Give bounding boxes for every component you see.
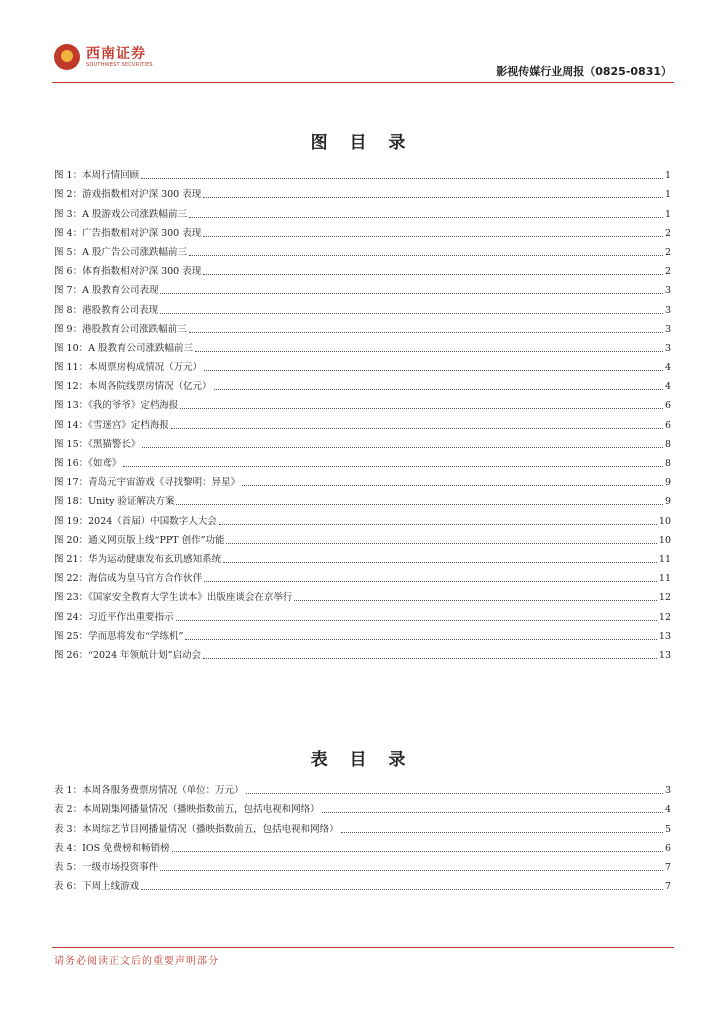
toc-entry-page: 10 xyxy=(658,534,671,546)
page-header xyxy=(0,0,724,90)
toc-entry-label: 图 9：港股教育公司涨跌幅前三 xyxy=(54,323,187,335)
toc-leader-dots xyxy=(203,236,663,237)
toc-leader-dots xyxy=(203,274,663,275)
toc-entry[interactable] xyxy=(54,508,671,527)
toc-entry-page: 1 xyxy=(664,208,671,220)
toc-entry-label: 图 26：“2024 年领航计划”启动会 xyxy=(54,649,202,661)
toc-entry-label: 图 20：通义网页版上线“PPT 创作”功能 xyxy=(54,534,225,546)
toc-entry[interactable] xyxy=(54,566,671,585)
toc-entry-page: 8 xyxy=(664,458,671,469)
toc-entry[interactable] xyxy=(54,297,671,316)
toc-entry-label: 图 7：A 股教育公司表现 xyxy=(54,285,159,297)
toc-entry[interactable] xyxy=(54,393,671,412)
toc-entry[interactable] xyxy=(54,412,671,431)
toc-leader-dots xyxy=(226,543,656,544)
toc-leader-dots xyxy=(294,600,657,601)
toc-entry[interactable] xyxy=(54,836,671,855)
toc-entry-page: 2 xyxy=(664,266,671,278)
toc-entry[interactable] xyxy=(54,816,671,835)
toc-leader-dots xyxy=(214,389,663,390)
toc-entry-label: 图 2：游戏指数相对沪深 300 表现 xyxy=(54,189,202,201)
toc-entry-label: 图 5：A 股广告公司涨跌幅前三 xyxy=(54,246,187,258)
toc-entry[interactable] xyxy=(54,336,671,355)
toc-entry[interactable] xyxy=(54,432,671,451)
toc-entry[interactable] xyxy=(54,259,671,278)
toc-entry[interactable] xyxy=(54,182,671,201)
toc-entry[interactable] xyxy=(54,163,671,182)
toc-entry-page: 1 xyxy=(664,170,671,182)
report-title: 影视传媒行业周报（0825-0831） xyxy=(496,65,672,78)
toc-entry[interactable] xyxy=(54,585,671,604)
toc-leader-dots xyxy=(189,217,663,218)
toc-entry-page: 11 xyxy=(658,573,671,585)
toc-entry-page: 3 xyxy=(664,323,671,335)
toc-leader-dots xyxy=(141,178,663,179)
toc-entry-page: 4 xyxy=(664,362,671,374)
toc-entry-label: 图 1：本周行情回顾 xyxy=(54,170,140,182)
toc-entry-page: 6 xyxy=(664,842,671,854)
toc-entry-page: 6 xyxy=(664,419,671,431)
footer-divider xyxy=(52,947,674,948)
toc-entry-page: 6 xyxy=(664,400,671,412)
toc-entry-page: 9 xyxy=(664,496,671,508)
toc-leader-dots xyxy=(171,428,663,429)
figures-toc-list xyxy=(54,163,671,662)
toc-leader-dots xyxy=(223,562,657,563)
toc-leader-dots xyxy=(160,870,663,871)
toc-leader-dots xyxy=(180,408,663,409)
toc-leader-dots xyxy=(176,620,657,621)
toc-entry-label: 表 5：一级市场投资事件 xyxy=(54,861,159,873)
toc-entry[interactable] xyxy=(54,221,671,240)
toc-entry-page: 3 xyxy=(664,304,671,316)
toc-entry-label: 图 15：《黑猫警长》 xyxy=(54,438,141,450)
toc-entry-label: 图 3：A 股游戏公司涨跌幅前三 xyxy=(54,208,187,220)
toc-entry-page: 8 xyxy=(664,438,671,450)
toc-entry-page: 2 xyxy=(664,246,671,258)
toc-entry-label: 图 23：《国家安全教育大学生读本》出版座谈会在京举行 xyxy=(54,592,293,604)
toc-entry-page: 7 xyxy=(664,881,671,893)
logo-chinese-name: 西南证券 xyxy=(86,45,146,62)
toc-entry-page: 5 xyxy=(664,823,671,835)
toc-entry-page: 7 xyxy=(664,861,671,873)
toc-entry[interactable] xyxy=(54,528,671,547)
toc-entry-label: 图 16：《如鸢》 xyxy=(54,458,122,469)
toc-entry[interactable] xyxy=(54,201,671,220)
logo-english-name: SOUTHWEST SECURITIES xyxy=(86,61,153,68)
toc-leader-dots xyxy=(242,485,663,486)
toc-entry-label: 图 17：青岛元宇宙游戏《寻找黎明：异星》 xyxy=(54,477,241,489)
toc-leader-dots xyxy=(204,581,657,582)
company-logo xyxy=(54,44,153,70)
toc-entry-label: 图 8：港股教育公司表现 xyxy=(54,304,159,316)
toc-entry-page: 11 xyxy=(658,553,671,565)
toc-entry-label: 图 13：《我的爷爷》定档海报 xyxy=(54,400,179,412)
toc-leader-dots xyxy=(203,658,657,659)
toc-entry-page: 13 xyxy=(658,649,671,661)
toc-entry[interactable] xyxy=(54,855,671,874)
toc-entry[interactable] xyxy=(54,604,671,623)
toc-leader-dots xyxy=(204,370,663,371)
toc-entry[interactable] xyxy=(54,470,671,489)
toc-entry[interactable] xyxy=(54,643,671,662)
toc-leader-dots xyxy=(246,793,663,794)
toc-entry-page: 1 xyxy=(664,189,671,201)
toc-entry[interactable] xyxy=(54,797,671,816)
toc-entry-page: 13 xyxy=(658,630,671,642)
toc-entry-page: 12 xyxy=(658,592,671,604)
toc-leader-dots xyxy=(189,332,663,333)
toc-entry-label: 图 6：体育指数相对沪深 300 表现 xyxy=(54,266,202,278)
toc-leader-dots xyxy=(172,851,663,852)
toc-entry-label: 图 14：《雪迷宫》定档海报 xyxy=(54,419,169,431)
toc-leader-dots xyxy=(185,639,657,640)
toc-entry-label: 表 2：本周剧集网播量情况（播映指数前五，包括电视和网络） xyxy=(54,804,320,816)
toc-entry-page: 4 xyxy=(664,381,671,393)
figures-toc-title: 图 目 录 xyxy=(310,133,414,153)
tables-toc-title: 表 目 录 xyxy=(310,750,414,770)
toc-entry-label: 图 11：本周票房构成情况（万元） xyxy=(54,362,203,374)
toc-leader-dots xyxy=(219,524,657,525)
header-divider xyxy=(52,82,674,83)
toc-entry-page: 3 xyxy=(664,285,671,297)
toc-entry-label: 表 1：本周各服务费票房情况（单位：万元） xyxy=(54,785,244,797)
toc-entry[interactable] xyxy=(54,624,671,643)
toc-entry-label: 图 24：习近平作出重要指示 xyxy=(54,611,174,623)
toc-entry-label: 图 18：Unity 验证解决方案 xyxy=(54,496,175,508)
toc-entry-page: 10 xyxy=(658,515,671,527)
toc-entry-label: 图 21：华为运动健康发布玄玑感知系统 xyxy=(54,553,222,565)
toc-leader-dots xyxy=(322,812,663,813)
toc-leader-dots xyxy=(176,504,662,505)
toc-leader-dots xyxy=(341,832,663,833)
toc-entry-label: 图 10：A 股教育公司涨跌幅前三 xyxy=(54,342,193,354)
toc-entry[interactable] xyxy=(54,547,671,566)
toc-entry-label: 图 25：学而思将发布“学练机” xyxy=(54,630,184,642)
footer-disclaimer: 请务必阅读正文后的重要声明部分 xyxy=(54,956,219,967)
toc-entry[interactable] xyxy=(54,874,671,893)
toc-entry-label: 图 12：本周各院线票房情况（亿元） xyxy=(54,381,212,393)
toc-entry-page: 9 xyxy=(664,477,671,489)
toc-entry[interactable] xyxy=(54,489,671,508)
toc-entry-label: 表 4：IOS 免费榜和畅销榜 xyxy=(54,842,170,854)
logo-emblem-icon xyxy=(54,44,80,70)
toc-entry[interactable] xyxy=(54,778,671,797)
toc-leader-dots xyxy=(160,293,663,294)
toc-entry[interactable] xyxy=(54,374,671,393)
toc-entry-page: 2 xyxy=(664,227,671,239)
toc-entry[interactable] xyxy=(54,240,671,259)
toc-entry-page: 4 xyxy=(664,804,671,816)
toc-entry-label: 表 6：下周上线游戏 xyxy=(54,881,140,893)
toc-leader-dots xyxy=(123,466,663,467)
toc-entry-page: 3 xyxy=(664,342,671,354)
toc-leader-dots xyxy=(195,351,663,352)
toc-leader-dots xyxy=(203,197,663,198)
toc-leader-dots xyxy=(189,255,663,256)
toc-entry-label: 图 22：海信成为皇马官方合作伙伴 xyxy=(54,573,203,585)
toc-leader-dots xyxy=(160,313,663,314)
toc-entry-label: 图 4：广告指数相对沪深 300 表现 xyxy=(54,227,202,239)
toc-entry[interactable] xyxy=(54,317,671,336)
toc-leader-dots xyxy=(142,447,663,448)
toc-entry[interactable] xyxy=(54,278,671,297)
toc-entry-page: 12 xyxy=(658,611,671,623)
toc-entry-page: 3 xyxy=(664,785,671,797)
toc-entry-label: 图 19：2024（首届）中国数字人大会 xyxy=(54,515,217,527)
toc-entry-label: 表 3：本周综艺节目网播量情况（播映指数前五，包括电视和网络） xyxy=(54,823,339,835)
tables-toc-list xyxy=(54,778,671,893)
toc-leader-dots xyxy=(141,889,663,890)
toc-entry[interactable] xyxy=(54,451,671,470)
toc-entry[interactable] xyxy=(54,355,671,374)
